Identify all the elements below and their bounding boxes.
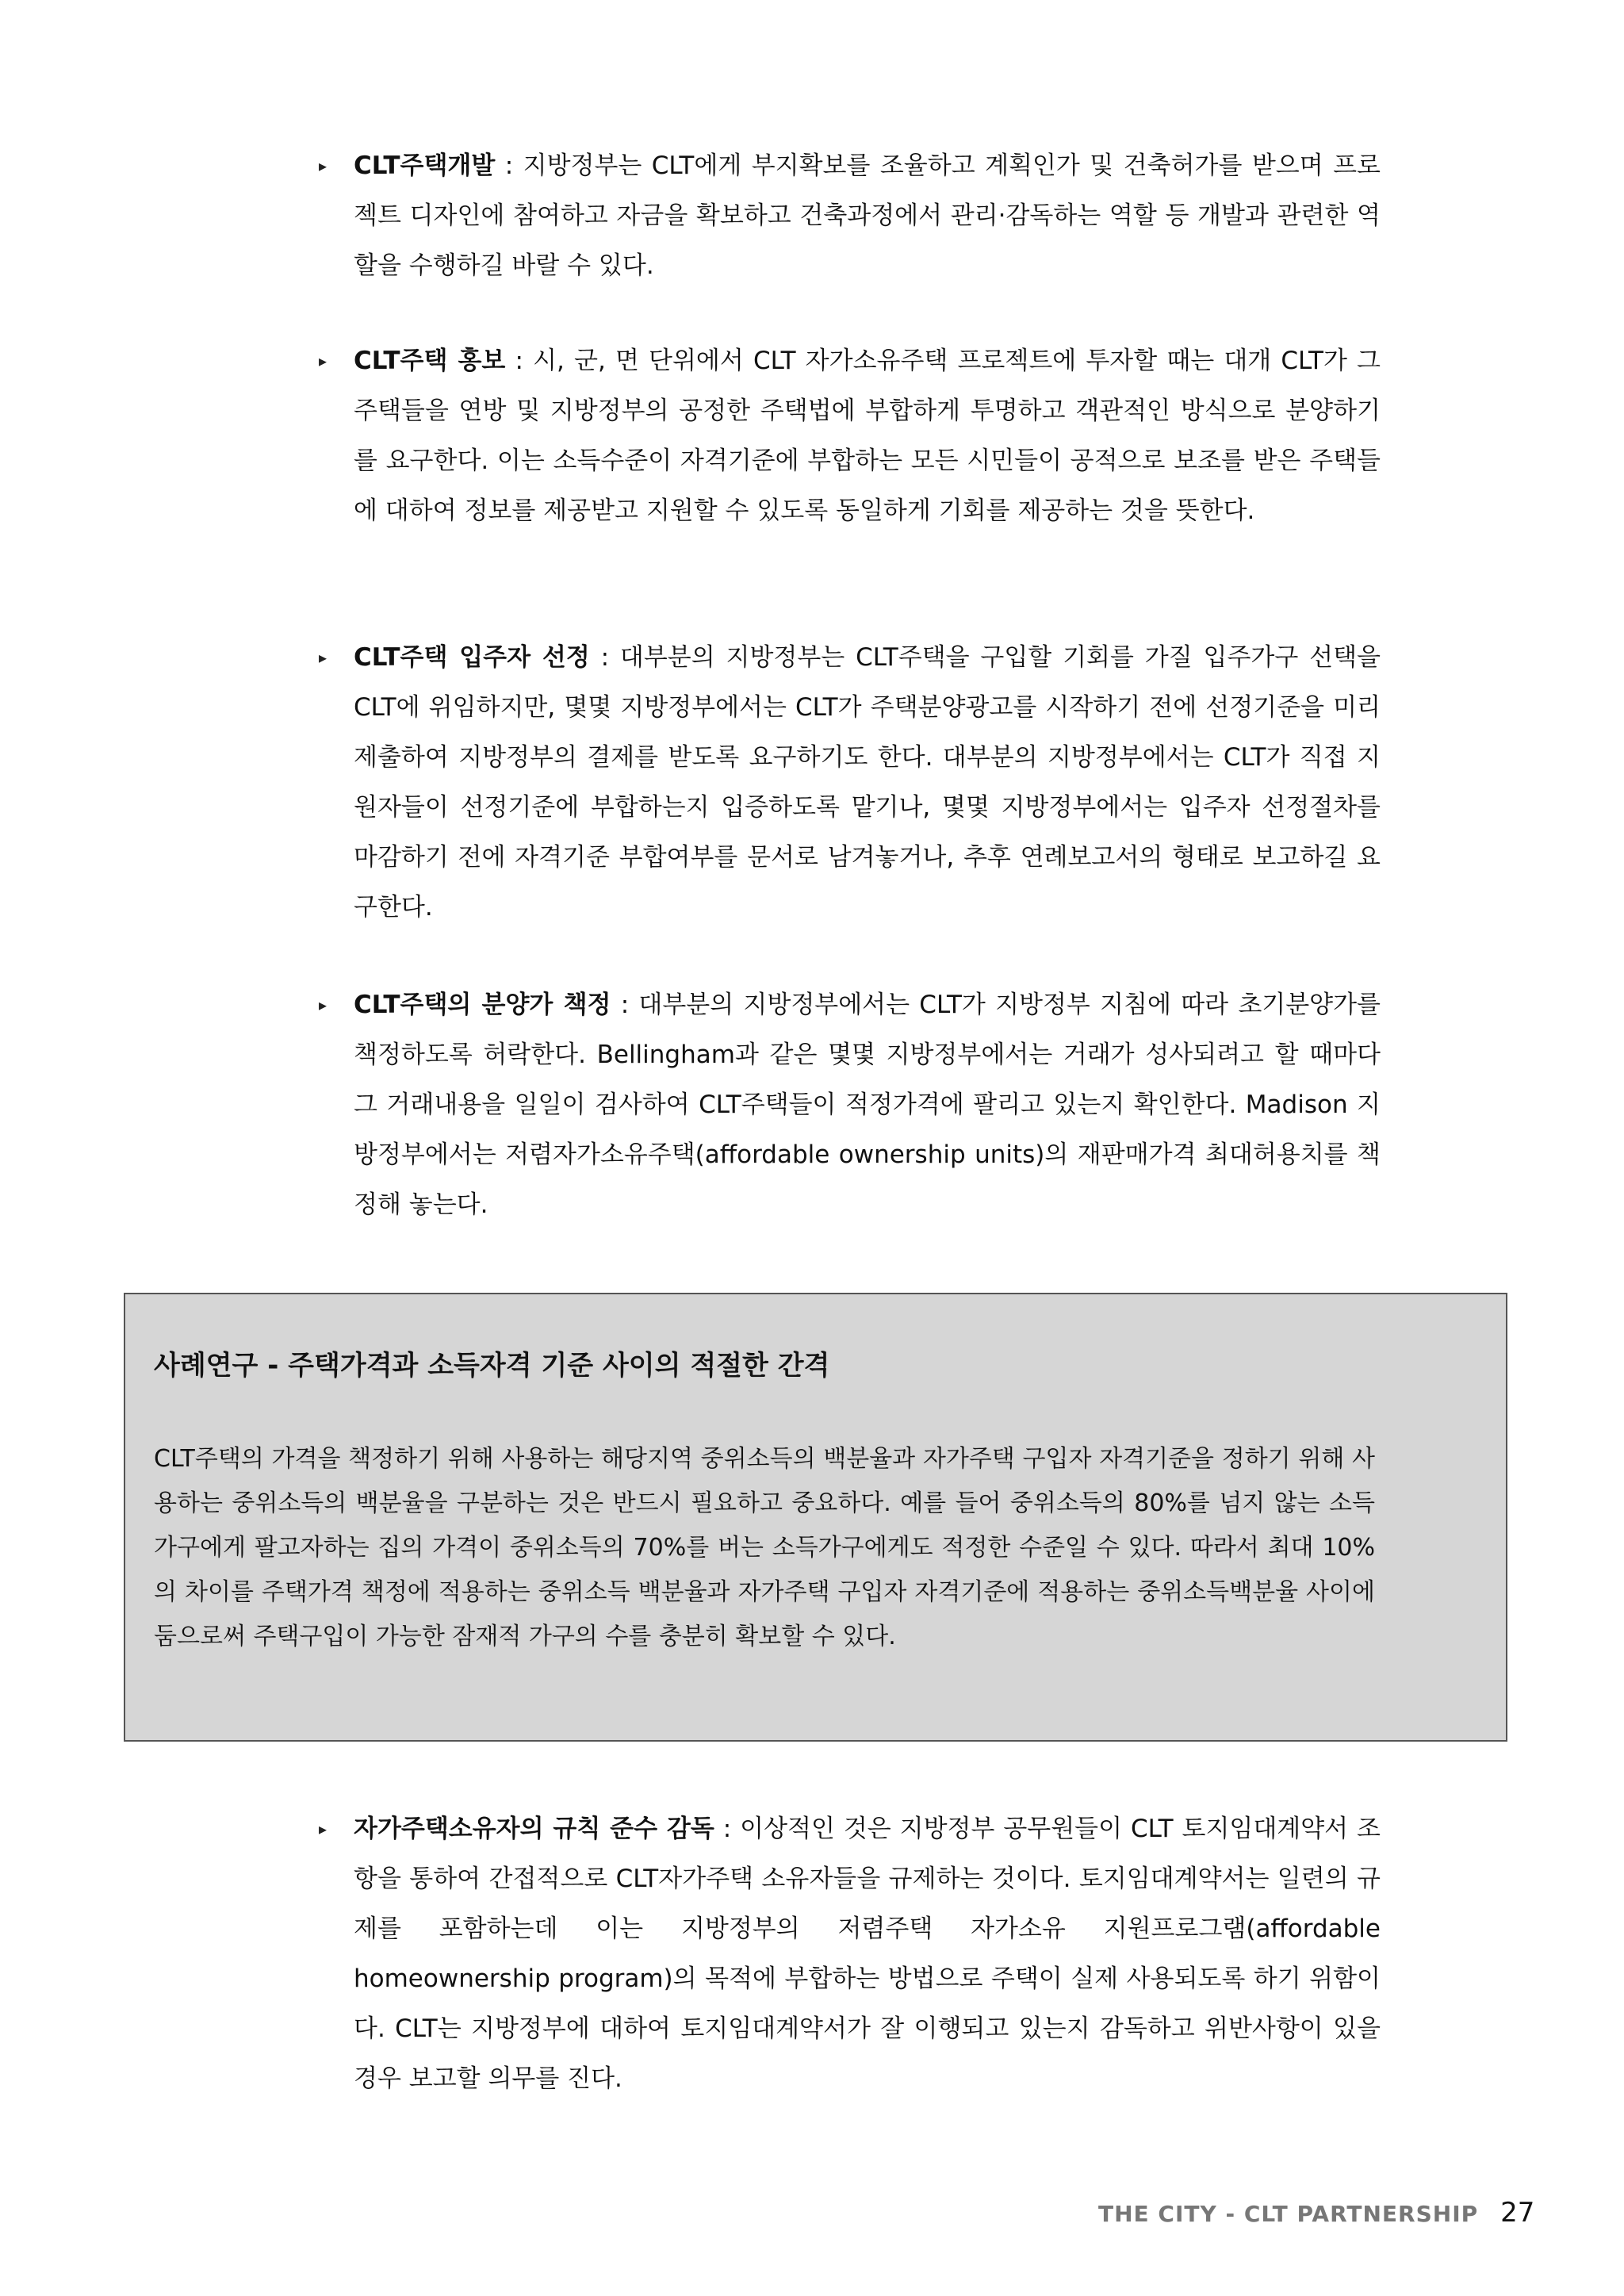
item-text: : 대부분의 지방정부는 CLT주택을 구입할 기회를 가질 입주가구 선택을 CLT에 위임하지만, 몇몇 지방정부에서는 CLT가 주택분양광고를 시작하기 전에 선정기준을 미리 제출하여 지방정부의 결제를 받도록 요구하기도 한다. 대부분의 지방정부에서는 CLT가 직접 지원자들이 선정기준에 부합하는지 입증하도록 맡기나, 몇몇 지방정부에서는 입주자 선정절차를 마감하기 전에 자격기준 부합여부를 문서로 남겨놓거나, 추후 연례보고서의 형태로 보고하길 요구한다.	[354, 643, 1381, 922]
item-text: : 이상적인 것은 지방정부 공무원들이 CLT 토지임대계약서 조항을 통하여 간접적으로 CLT자가주택 소유자들을 규제하는 것이다. 토지임대계약서는 일련의 규제를 포함하는데 이는 지방정부의 저렴주택 자가소유 지원프로그램(affordable homeownership program)의 목적에 부합하는 방법으로 주택이 실제 사용되도록 하기 위함이다. CLT는 지방정부에 대하여 토지임대계약서가 잘 이행되고 있는지 감독하고 위반사항이 있을 경우 보고할 의무를 진다.	[354, 1815, 1381, 2093]
item-text: : 대부분의 지방정부에서는 CLT가 지방정부 지침에 따라 초기분양가를 책정하도록 허락한다. Bellingham과 같은 몇몇 지방정부에서는 거래가 성사되려고 할 때마다 그 거래내용을 일일이 검사하여 CLT주택들이 적정가격에 팔리고 있는지 확인한다. Madison 지방정부에서는 저렴자가소유주택(affordable ownership units)의 재판매가격 최대허용치를 책정해 놓는다.	[354, 991, 1381, 1219]
bullet-item-compliance	[319, 1804, 1381, 2104]
bullet-item-selection	[319, 633, 1381, 933]
item-title: 자가주택소유자의 규칙 준수 감독	[354, 1815, 714, 1843]
bullet-item-promotion	[319, 336, 1381, 536]
item-text: : 시, 군, 면 단위에서 CLT 자가소유주택 프로젝트에 투자할 때는 대개 CLT가 그 주택들을 연방 및 지방정부의 공정한 주택법에 부합하게 투명하고 객관적인 방식으로 분양하기를 요구한다. 이는 소득수준이 자격기준에 부합하는 모든 시민들이 공적으로 보조를 받은 주택들에 대하여 정보를 제공받고 지원할 수 있도록 동일하게 기회를 제공하는 것을 뜻한다.	[354, 347, 1381, 525]
bullet-icon: ▸	[319, 1819, 327, 1838]
bullet-icon: ▸	[319, 351, 327, 370]
bullet-item-development	[319, 141, 1381, 291]
bullet-icon: ▸	[319, 156, 327, 175]
case-study-body: CLT주택의 가격을 책정하기 위해 사용하는 해당지역 중위소득의 백분율과 자가주택 구입자 자격기준을 정하기 위해 사용하는 중위소득의 백분율을 구분하는 것은 반드시 필요하고 중요하다. 예를 들어 중위소득의 80%를 넘지 않는 소득가구에게 팔고자하는 집의 가격이 중위소득의 70%를 버는 소득가구에게도 적정한 수준일 수 있다. 따라서 최대 10%의 차이를 주택가격 책정에 적용하는 중위소득 백분율과 자가주택 구입자 자격기준에 적용하는 중위소득백분율 사이에 둠으로써 주택구입이 가능한 잠재적 가구의 수를 충분히 확보할 수 있다.	[154, 1445, 1375, 1650]
page-footer	[1098, 2197, 1534, 2229]
item-title: CLT주택 입주자 선정	[354, 643, 590, 672]
item-title: CLT주택개발	[354, 151, 496, 180]
bullet-icon: ▸	[319, 648, 327, 667]
page-number: 27	[1500, 2197, 1535, 2229]
item-title: CLT주택의 분양가 책정	[354, 991, 611, 1019]
item-title: CLT주택 홍보	[354, 347, 506, 375]
bullet-icon: ▸	[319, 995, 327, 1014]
footer-brand: THE CITY - CLT PARTNERSHIP	[1098, 2201, 1479, 2227]
item-text: : 지방정부는 CLT에게 부지확보를 조율하고 계획인가 및 건축허가를 받으며 프로젝트 디자인에 참여하고 자금을 확보하고 건축과정에서 관리·감독하는 역할 등 개발과 관련한 역할을 수행하길 바랄 수 있다.	[354, 151, 1381, 280]
bullet-item-pricing	[319, 980, 1381, 1230]
case-study-box	[124, 1293, 1507, 1742]
case-study-title: 사례연구 - 주택가격과 소득자격 기준 사이의 적절한 간격	[154, 1350, 830, 1382]
